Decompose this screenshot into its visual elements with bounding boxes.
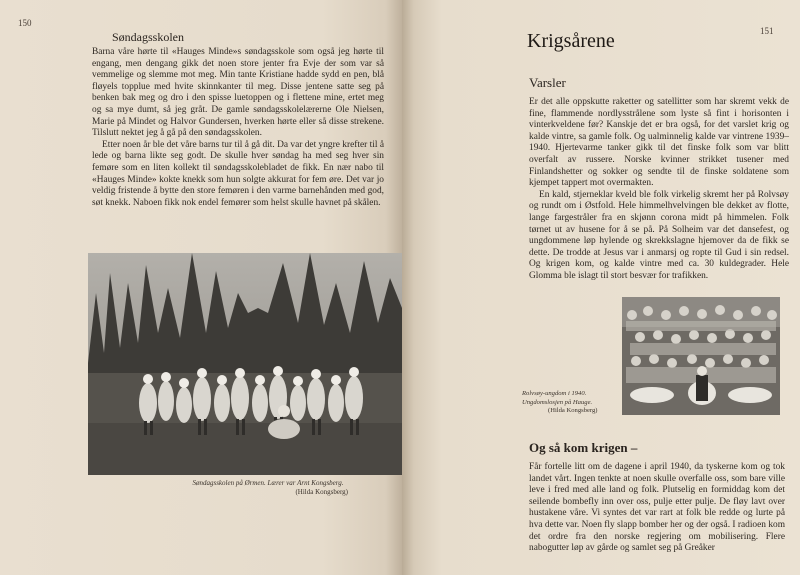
photo-credit: (Hilda Kongsberg) <box>548 407 598 415</box>
section-heading-varsler: Varsler <box>529 75 566 90</box>
photo-credit: (Hilda Kongsberg) <box>295 488 348 496</box>
right-text-column-top <box>529 30 789 283</box>
paragraph: Får fortelle litt om de dagene i april 1940, da tyskerne kom og tok landet vårt. Ingen tenkte at noen skulle overfalle oss, som bare ville leve i fred med alle land og folk. Plutselig en formiddag kom det seilende bombefly inn over oss, pulje etter pulje. De fløy lavt over hustakene våre. Vi syntes det var rart at folk ble redde og lurte på hva dette var. Noen fly slapp bomber her og der også. I radioen kom det ordre fra den norske regjering om mobilisering. Flere nabogutter løp av gårde og samlet seg på Greåker <box>529 462 785 554</box>
photo-sunday-school-group <box>88 253 402 475</box>
photo-caption-right <box>522 390 622 416</box>
paragraph: En kald, stjerneklar kveld ble folk virkelig skremt her på Rolvsøy og rundt om i Østfold. Hele himmelhvelvingen ble dekket av flotte, lange fargestråler fra en skjønn corona midt på himmelen. Folk tørnet ut av husene for å se på. På Solheim var det dansefest, og ungdommene løp hylende og skrekkslagne hjemover da de fikk se dette. De trodde at Jesus var i anmarsj og ropte til Gud i sin redsel. Og krigen kom, og kalde vintre med ca. 30 kuldegrader. Hele Glomma ble islagt til stort besvær for trafikken. <box>529 189 789 281</box>
section-heading-og-sa-kom-krigen: Og så kom krigen – <box>529 440 638 455</box>
page-number-right: 151 <box>760 26 774 36</box>
right-page <box>402 0 800 575</box>
paragraph: Er det alle oppskutte raketter og satellitter som har skremt vekk de fine, flammende nordlysstrålene som lyste så fint i horisonten i vinterkveldene før? Kanskje det er bra også, for det varslet krig og kalde vintre, sa gamle folk. Og ualminnelig kalde var vintrene 1939–1940. Hjertevarme tanker gikk til det finske folk som var blitt overfalt av russere. Norske kvinner strikket tusener med Finlandshetter og sokker og sendte til de finske soldatene som kjempet tappert mot overmakten. <box>529 97 789 189</box>
caption-text: Søndagsskolen på Ørmen. Lærer var Arnt Kongsberg. <box>192 479 344 487</box>
page-number-left: 150 <box>18 18 32 28</box>
right-text-column-bottom <box>529 440 785 555</box>
paragraph: Barna våre hørte til «Hauges Minde»s søndagsskole som også jeg hørte til engang, men dengang gikk det noen store jenter fra Evje der som var så vemmelige og slemme mot meg. Min tante Kristiane hadde sydd en pen, blå fløyels topplue med hvite skinnkanter til meg. Disse jentene satte seg på benken bak meg og dro i den spisse luetoppen og i flettene mine, ertet meg og sa mye dumt, så jeg gråt. De gamle søndagsskolelærerne Ole Nielsen, Marie på Mindet og Halvor Gundersen, hverken hørte eller så disse strekene. Tilslutt nektet jeg å gå på den søndagsskolen. <box>92 47 384 139</box>
photo-youth-group <box>622 297 780 415</box>
left-text-column <box>92 30 384 209</box>
section-heading-sondagsskolen: Søndagsskolen <box>112 30 184 44</box>
paragraph: Etter noen år ble det våre barns tur til å gå dit. Da var det yngre krefter til å lede og barna likte seg godt. De skulle hver søndag ha med seg hver sin femøre som en liten kollekt til søndagsskolebladet de fikk. En nær nabo til «Hauges Minde» kokte knekk som hun solgte akkurat for fem øre. Det var jo veldig fristende å bytte den store femøren i den varme barnehånden med god, søt knekk. Naboen fikk nok endel femører som helst skulle havnet på skålen. <box>92 139 384 208</box>
caption-text: Rolvsøy-ungdom i 1940. Ungdomslosjen på Hauge. <box>522 390 593 406</box>
photo-caption-left <box>148 479 388 497</box>
chapter-title: Krigsårene <box>527 30 615 52</box>
